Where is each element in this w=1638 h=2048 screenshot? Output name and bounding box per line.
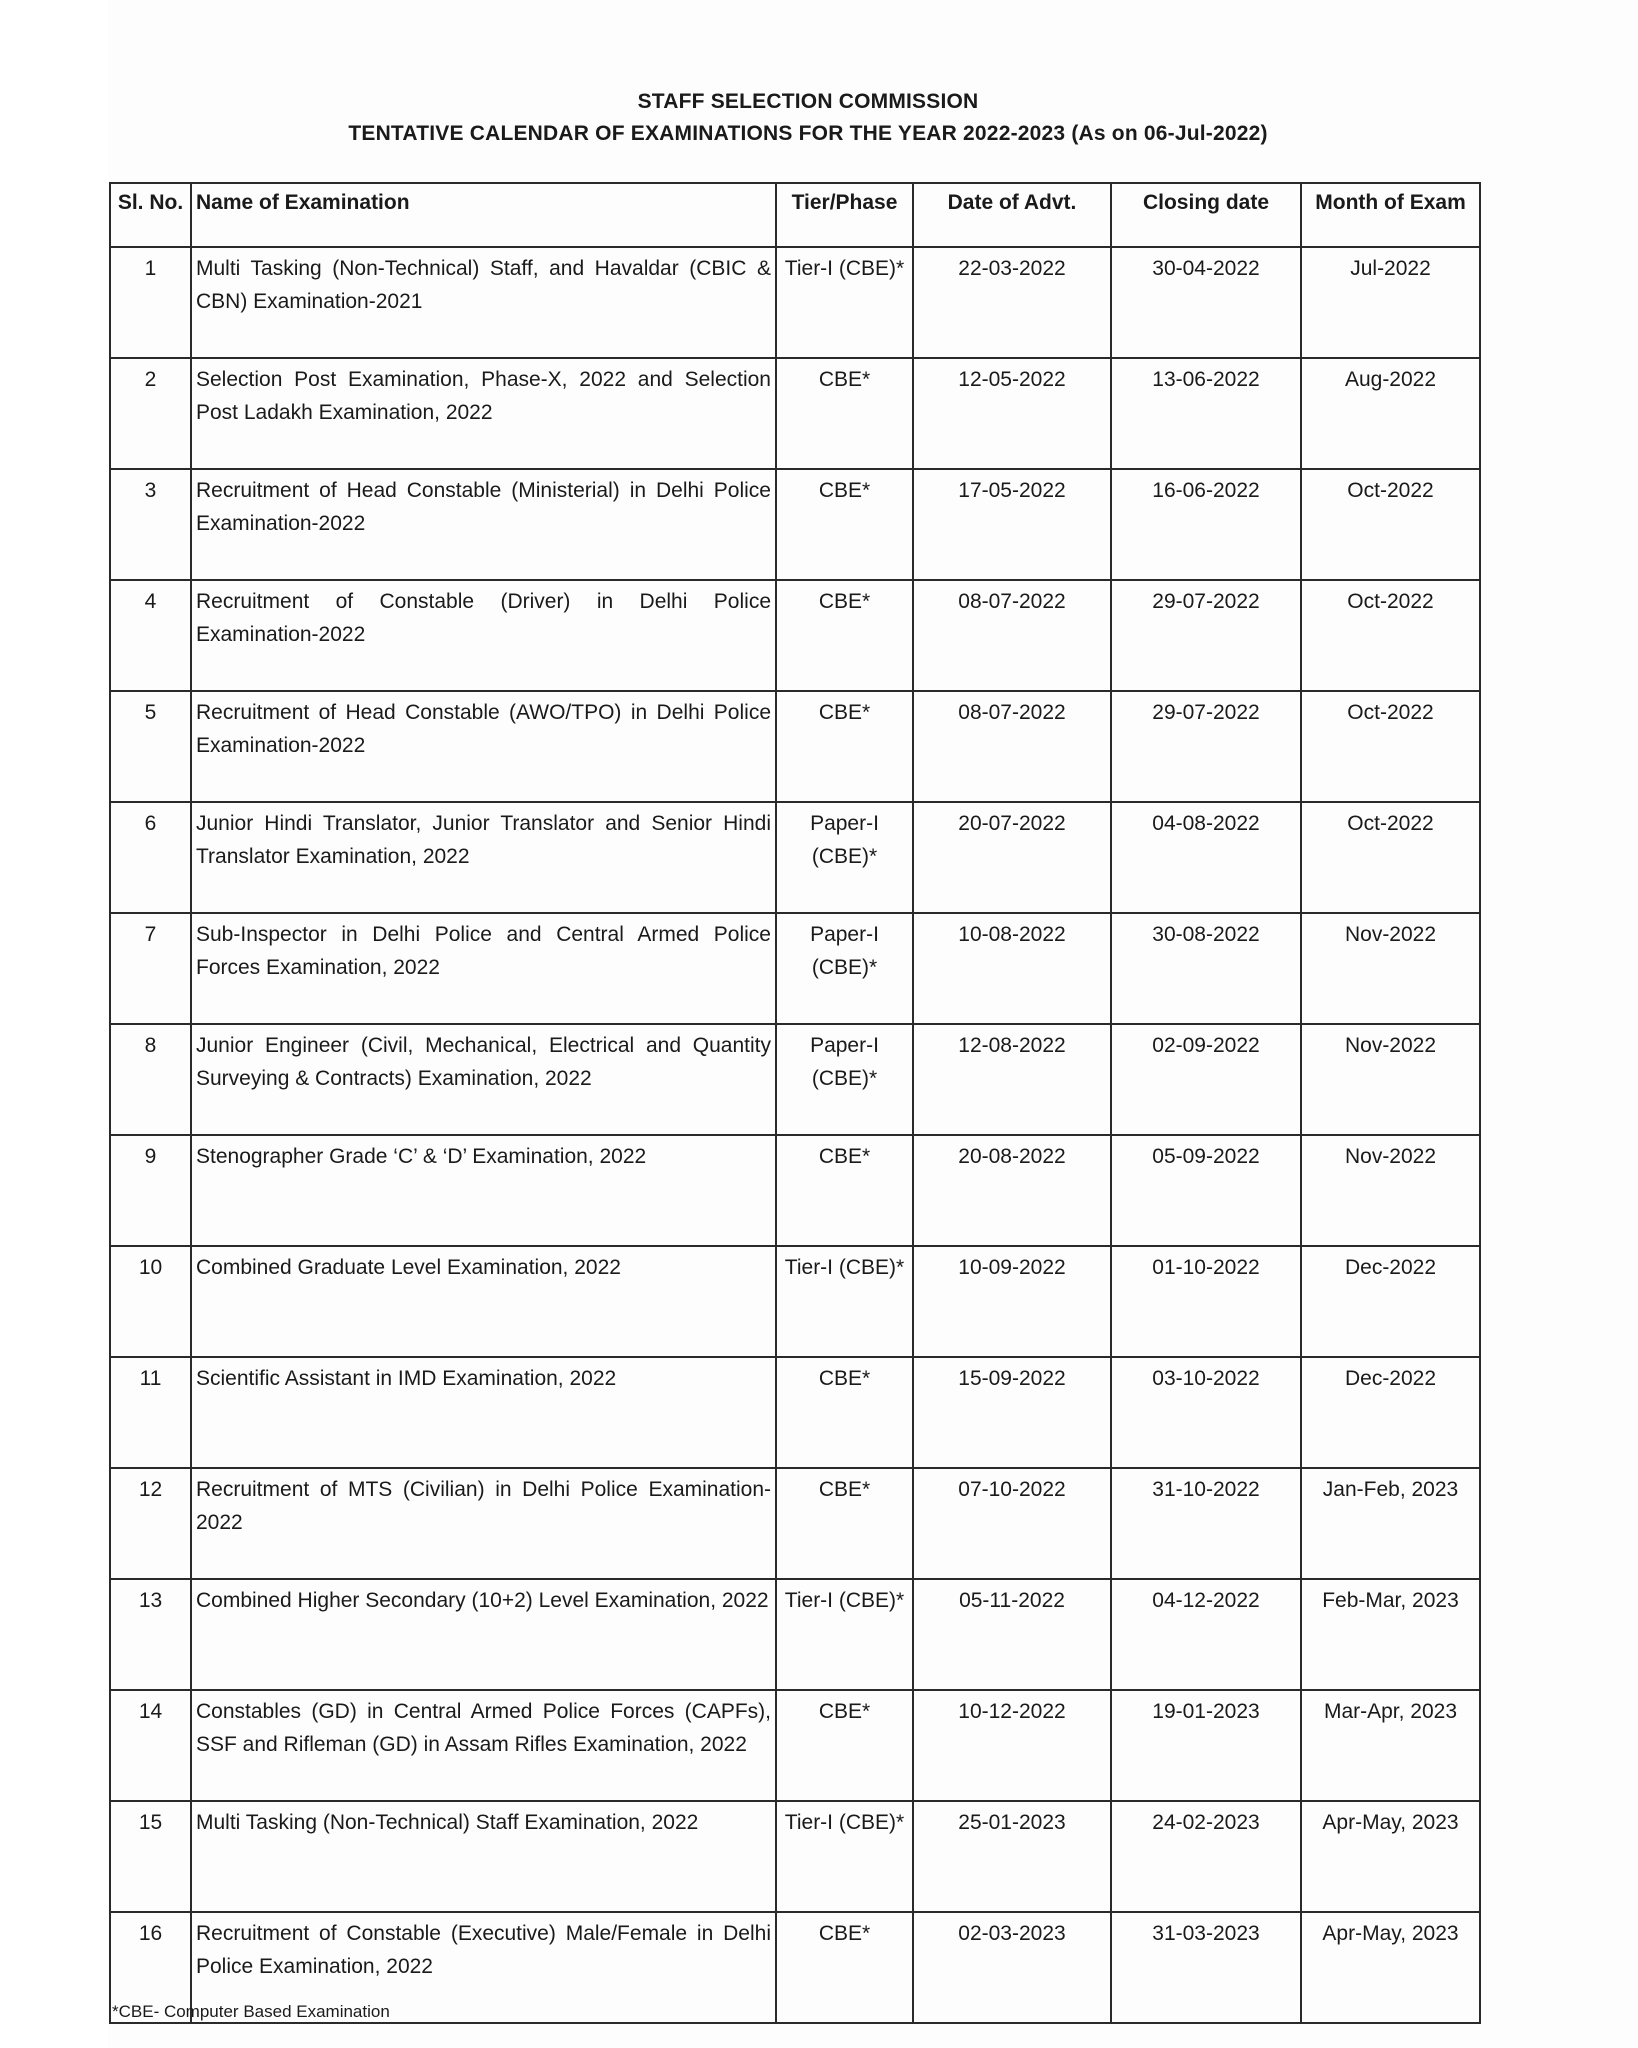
cell-date-of-advt: 15-09-2022 [913, 1357, 1111, 1468]
table-row [110, 1579, 1480, 1690]
col-header-tier-phase: Tier/Phase [776, 183, 913, 247]
cell-exam-name: Scientific Assistant in IMD Examination, 2022 [191, 1357, 776, 1468]
col-header-date-of-advt: Date of Advt. [913, 183, 1111, 247]
cell-month-of-exam: Oct-2022 [1301, 802, 1480, 913]
cell-closing-date: 29-07-2022 [1111, 580, 1301, 691]
page-margin [0, 0, 108, 2048]
table-row [110, 802, 1480, 913]
cell-tier-phase: CBE* [776, 1912, 913, 2023]
cell-closing-date: 24-02-2023 [1111, 1801, 1301, 1912]
cell-tier-phase: CBE* [776, 580, 913, 691]
cell-date-of-advt: 25-01-2023 [913, 1801, 1111, 1912]
cell-date-of-advt: 20-08-2022 [913, 1135, 1111, 1246]
cell-exam-name: Recruitment of Constable (Driver) in Delhi Police Examination-2022 [191, 580, 776, 691]
cell-date-of-advt: 10-09-2022 [913, 1246, 1111, 1357]
cell-date-of-advt: 22-03-2022 [913, 247, 1111, 358]
cell-month-of-exam: Oct-2022 [1301, 469, 1480, 580]
cell-month-of-exam: Dec-2022 [1301, 1357, 1480, 1468]
cell-sl-no: 15 [110, 1801, 191, 1912]
table-row [110, 580, 1480, 691]
cell-date-of-advt: 07-10-2022 [913, 1468, 1111, 1579]
cell-tier-phase: Tier-I (CBE)* [776, 1579, 913, 1690]
cell-tier-phase: CBE* [776, 691, 913, 802]
table-row [110, 1468, 1480, 1579]
cell-date-of-advt: 12-08-2022 [913, 1024, 1111, 1135]
cell-tier-phase: CBE* [776, 1135, 913, 1246]
cell-exam-name: Junior Engineer (Civil, Mechanical, Electrical and Quantity Surveying & Contracts) Examination, 2022 [191, 1024, 776, 1135]
table-row [110, 1801, 1480, 1912]
cell-month-of-exam: Feb-Mar, 2023 [1301, 1579, 1480, 1690]
cell-closing-date: 30-08-2022 [1111, 913, 1301, 1024]
cell-tier-phase: CBE* [776, 358, 913, 469]
cell-exam-name: Selection Post Examination, Phase-X, 2022 and Selection Post Ladakh Examination, 2022 [191, 358, 776, 469]
cell-closing-date: 16-06-2022 [1111, 469, 1301, 580]
cell-exam-name: Junior Hindi Translator, Junior Translator and Senior Hindi Translator Examination, 2022 [191, 802, 776, 913]
cell-sl-no: 10 [110, 1246, 191, 1357]
cell-tier-phase: CBE* [776, 469, 913, 580]
cell-closing-date: 31-10-2022 [1111, 1468, 1301, 1579]
cell-closing-date: 01-10-2022 [1111, 1246, 1301, 1357]
cell-tier-phase: CBE* [776, 1690, 913, 1801]
table-header-row [110, 183, 1480, 247]
cell-closing-date: 19-01-2023 [1111, 1690, 1301, 1801]
cell-date-of-advt: 05-11-2022 [913, 1579, 1111, 1690]
cell-date-of-advt: 08-07-2022 [913, 580, 1111, 691]
table-row [110, 247, 1480, 358]
cell-sl-no: 3 [110, 469, 191, 580]
table-row [110, 913, 1480, 1024]
col-header-sl-no: Sl. No. [110, 183, 191, 247]
cell-exam-name: Constables (GD) in Central Armed Police Forces (CAPFs), SSF and Rifleman (GD) in Assam Rifles Examination, 2022 [191, 1690, 776, 1801]
cell-sl-no: 1 [110, 247, 191, 358]
table-row [110, 1357, 1480, 1468]
cell-sl-no: 11 [110, 1357, 191, 1468]
cell-month-of-exam: Nov-2022 [1301, 1135, 1480, 1246]
cell-exam-name: Multi Tasking (Non-Technical) Staff, and Havaldar (CBIC & CBN) Examination-2021 [191, 247, 776, 358]
cell-sl-no: 2 [110, 358, 191, 469]
cell-tier-phase: Tier-I (CBE)* [776, 247, 913, 358]
cell-sl-no: 16 [110, 1912, 191, 2023]
cell-date-of-advt: 02-03-2023 [913, 1912, 1111, 2023]
cell-date-of-advt: 10-12-2022 [913, 1690, 1111, 1801]
cell-closing-date: 30-04-2022 [1111, 247, 1301, 358]
cell-sl-no: 7 [110, 913, 191, 1024]
cell-exam-name: Recruitment of Head Constable (Ministerial) in Delhi Police Examination-2022 [191, 469, 776, 580]
cell-exam-name: Stenographer Grade ‘C’ & ‘D’ Examination, 2022 [191, 1135, 776, 1246]
cell-sl-no: 9 [110, 1135, 191, 1246]
cell-closing-date: 04-12-2022 [1111, 1579, 1301, 1690]
document-title: STAFF SELECTION COMMISSION [637, 90, 979, 113]
cell-month-of-exam: Oct-2022 [1301, 691, 1480, 802]
cell-date-of-advt: 20-07-2022 [913, 802, 1111, 913]
cell-date-of-advt: 17-05-2022 [913, 469, 1111, 580]
cell-month-of-exam: Dec-2022 [1301, 1246, 1480, 1357]
cell-month-of-exam: Mar-Apr, 2023 [1301, 1690, 1480, 1801]
cell-month-of-exam: Nov-2022 [1301, 1024, 1480, 1135]
cell-closing-date: 13-06-2022 [1111, 358, 1301, 469]
table-row [110, 469, 1480, 580]
cell-exam-name: Recruitment of Head Constable (AWO/TPO) in Delhi Police Examination-2022 [191, 691, 776, 802]
cell-tier-phase: CBE* [776, 1357, 913, 1468]
cell-sl-no: 13 [110, 1579, 191, 1690]
cell-sl-no: 8 [110, 1024, 191, 1135]
cell-month-of-exam: Apr-May, 2023 [1301, 1801, 1480, 1912]
cell-month-of-exam: Apr-May, 2023 [1301, 1912, 1480, 2023]
cell-sl-no: 12 [110, 1468, 191, 1579]
cell-sl-no: 6 [110, 802, 191, 913]
cell-date-of-advt: 08-07-2022 [913, 691, 1111, 802]
cell-month-of-exam: Nov-2022 [1301, 913, 1480, 1024]
table-row [110, 1135, 1480, 1246]
col-header-exam-name: Name of Examination [191, 183, 776, 247]
cell-closing-date: 02-09-2022 [1111, 1024, 1301, 1135]
table-row [110, 1246, 1480, 1357]
cell-date-of-advt: 10-08-2022 [913, 913, 1111, 1024]
cell-sl-no: 14 [110, 1690, 191, 1801]
table-row [110, 691, 1480, 802]
cell-month-of-exam: Aug-2022 [1301, 358, 1480, 469]
cell-exam-name: Recruitment of Constable (Executive) Male/Female in Delhi Police Examination, 2022 [191, 1912, 776, 2023]
table-row [110, 358, 1480, 469]
footnote: *CBE- Computer Based Examination [112, 2002, 390, 2021]
cell-closing-date: 04-08-2022 [1111, 802, 1301, 913]
cell-sl-no: 4 [110, 580, 191, 691]
cell-tier-phase: Paper-I (CBE)* [776, 1024, 913, 1135]
cell-month-of-exam: Jan-Feb, 2023 [1301, 1468, 1480, 1579]
cell-date-of-advt: 12-05-2022 [913, 358, 1111, 469]
col-header-month-of-exam: Month of Exam [1301, 183, 1480, 247]
table-row [110, 1690, 1480, 1801]
cell-tier-phase: Tier-I (CBE)* [776, 1246, 913, 1357]
cell-tier-phase: CBE* [776, 1468, 913, 1579]
cell-exam-name: Recruitment of MTS (Civilian) in Delhi Police Examination- 2022 [191, 1468, 776, 1579]
cell-tier-phase: Paper-I (CBE)* [776, 913, 913, 1024]
cell-tier-phase: Paper-I (CBE)* [776, 802, 913, 913]
cell-closing-date: 31-03-2023 [1111, 1912, 1301, 2023]
cell-exam-name: Sub-Inspector in Delhi Police and Central Armed Police Forces Examination, 2022 [191, 913, 776, 1024]
cell-exam-name: Combined Graduate Level Examination, 2022 [191, 1246, 776, 1357]
cell-closing-date: 29-07-2022 [1111, 691, 1301, 802]
cell-month-of-exam: Oct-2022 [1301, 580, 1480, 691]
document-subtitle: TENTATIVE CALENDAR OF EXAMINATIONS FOR THE YEAR 2022-2023 (As on 06-Jul-2022) [348, 122, 1268, 145]
cell-exam-name: Combined Higher Secondary (10+2) Level Examination, 2022 [191, 1579, 776, 1690]
col-header-closing-date: Closing date [1111, 183, 1301, 247]
cell-tier-phase: Tier-I (CBE)* [776, 1801, 913, 1912]
cell-closing-date: 03-10-2022 [1111, 1357, 1301, 1468]
exam-calendar-table [109, 182, 1481, 2024]
table-row [110, 1024, 1480, 1135]
cell-month-of-exam: Jul-2022 [1301, 247, 1480, 358]
cell-closing-date: 05-09-2022 [1111, 1135, 1301, 1246]
cell-sl-no: 5 [110, 691, 191, 802]
cell-exam-name: Multi Tasking (Non-Technical) Staff Examination, 2022 [191, 1801, 776, 1912]
